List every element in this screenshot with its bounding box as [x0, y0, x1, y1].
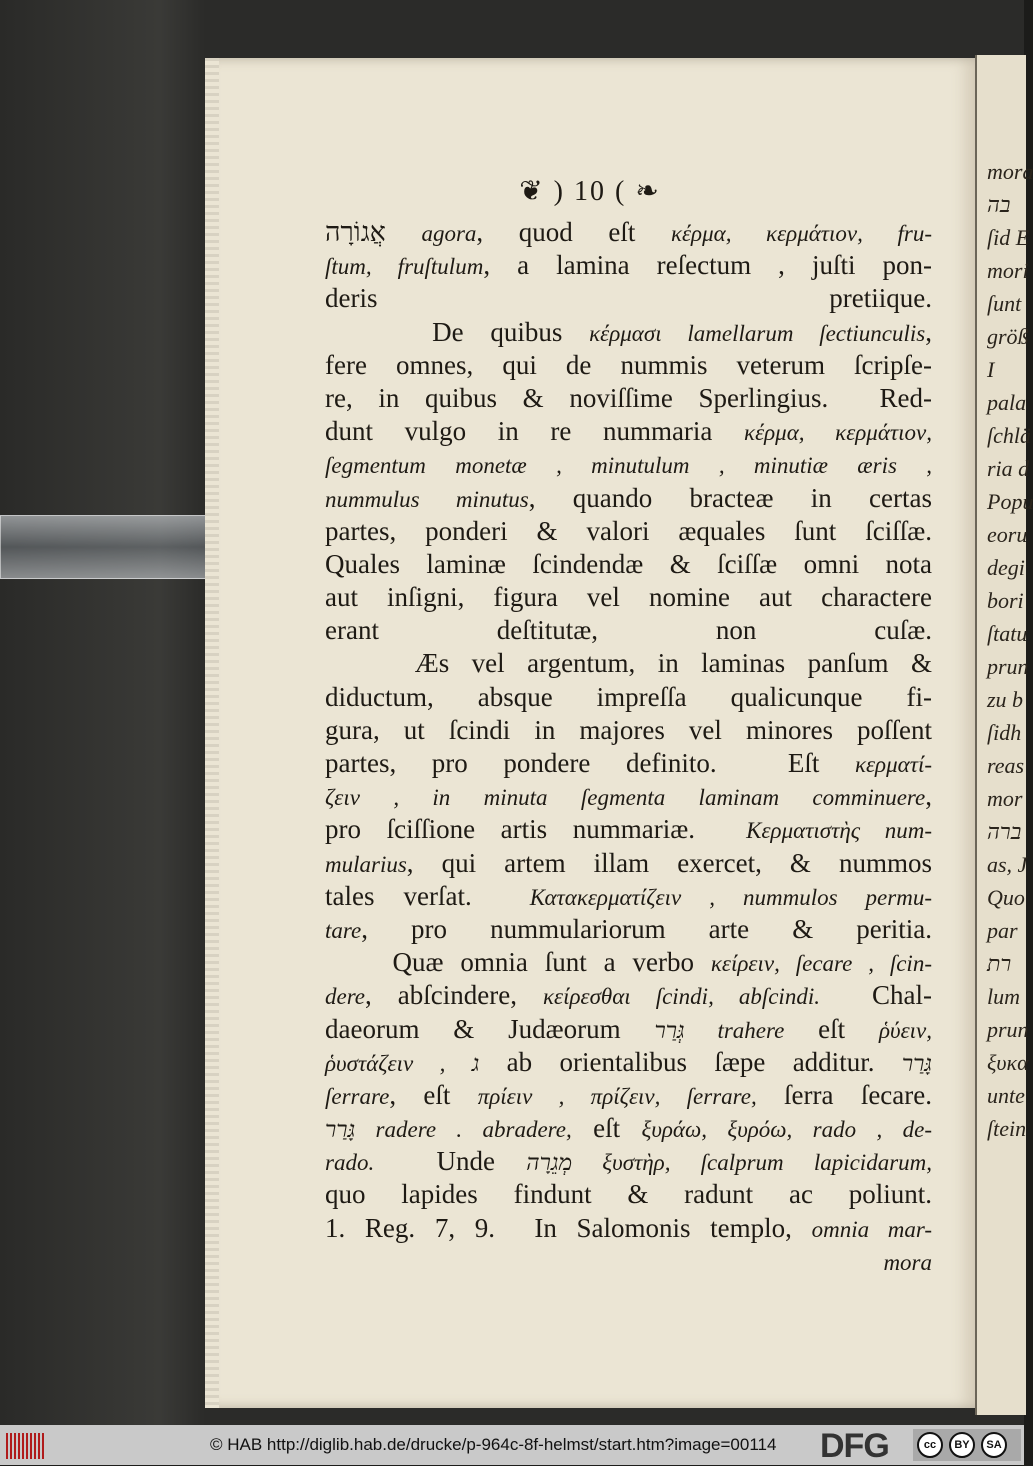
adjacent-page-text: pala	[987, 390, 1027, 415]
italic-segment: גָּרַר radere . abradere,	[325, 1117, 572, 1143]
text-segment: partes, pro pondere definito. Eſt	[325, 748, 855, 778]
text-segment: 1. Reg. 7, 9. In Salomonis templo,	[325, 1212, 812, 1243]
adjacent-page-text: prun	[987, 654, 1029, 679]
italic-segment: rado.	[325, 1150, 375, 1176]
text-segment: Æs vel argentum, in laminas panſum &	[325, 648, 932, 679]
text-line	[325, 1046, 932, 1079]
text-line	[325, 448, 932, 481]
text-line	[325, 282, 932, 315]
italic-segment: tare	[325, 917, 362, 943]
text-segment: ſerra ſecare.	[756, 1079, 932, 1110]
text-segment: eſt	[784, 1013, 879, 1044]
italic-segment: κέρμασι lamellarum ſectiunculis	[589, 320, 926, 346]
adjacent-page-text: prun	[987, 1017, 1029, 1042]
adjacent-page-text: רת	[987, 951, 1012, 976]
dfg-logo: DFG	[820, 1427, 889, 1465]
adjacent-page-text: mori	[987, 258, 1029, 283]
page-edge	[205, 58, 219, 1408]
source-url[interactable]: © HAB http://diglib.hab.de/drucke/p-964c-8f-helmst/start.htm?image=00114	[210, 1435, 777, 1454]
text-segment: dunt vulgo in re nummaria	[325, 416, 745, 447]
adjacent-page-text: ſchlä	[987, 423, 1031, 448]
cc-license-badge[interactable]	[913, 1429, 1021, 1461]
italic-segment: Κατακερματίζειν , nummulos permu-	[529, 884, 932, 910]
by-icon: BY	[949, 1432, 975, 1458]
adjacent-page-text: bori	[987, 588, 1024, 613]
text-line	[325, 1013, 932, 1046]
text-line	[325, 847, 932, 880]
adjacent-page-text: ſid E	[987, 225, 1030, 250]
text-segment: אֲגוֹרָה	[325, 217, 422, 247]
text-segment: , quod eſt	[476, 217, 671, 247]
text-segment: Chal-	[819, 980, 932, 1011]
text-segment: fere omnes, qui de nummis veterum ſcripſe-	[325, 349, 932, 380]
text-segment: , qui artem illam exercet, & nummos	[406, 847, 932, 878]
hab-logo	[6, 1433, 46, 1459]
adjacent-page-text: ſunt	[987, 291, 1022, 316]
text-line	[325, 581, 932, 614]
adjacent-page-text: ria d	[987, 456, 1030, 481]
text-segment: diductum, absque impreſſa qualicunque fi-	[325, 681, 932, 712]
italic-segment: מְגֵרָה ξυστὴρ, ſcalprum lapicidarum,	[526, 1150, 933, 1176]
italic-segment: ſtum, fruſtulum	[325, 254, 484, 280]
text-line	[325, 714, 932, 747]
adjacent-page-text: ξυκα	[987, 1050, 1029, 1075]
sa-icon: SA	[981, 1432, 1007, 1458]
adjacent-page-text: בה	[987, 192, 1011, 217]
adjacent-page-text: as, J	[987, 852, 1028, 877]
italic-segment: ζειν , in minuta ſegmenta laminam comminuere	[325, 785, 926, 811]
text-segment: , abſcindere,	[365, 980, 543, 1011]
italic-segment: ξυράω, ξυρόω, rado , de-	[641, 1117, 932, 1143]
italic-segment: ῥύειν,	[878, 1017, 932, 1043]
text-segment: gura, ut ſcindi in majores vel minores poſſent	[325, 714, 932, 745]
adjacent-page-text: par	[987, 918, 1018, 943]
italic-segment: ſerrare	[325, 1083, 390, 1109]
text-line	[325, 548, 932, 581]
adjacent-page-text: reas	[987, 753, 1025, 778]
italic-segment: κείρεσθαι ſcindi, abſcindi.	[542, 984, 820, 1010]
italic-segment: גְּרַר trahere	[654, 1017, 785, 1043]
italic-segment: omnia mar-	[811, 1216, 933, 1242]
adjacent-page-text: Popu	[987, 489, 1033, 514]
text-line	[325, 382, 932, 415]
text-line	[325, 216, 932, 249]
text-segment: tales verſat.	[325, 880, 530, 911]
italic-segment: κερματί-	[854, 752, 932, 777]
italic-segment: גָּרַר	[901, 1050, 932, 1076]
text-line	[325, 747, 932, 780]
italic-segment: dere	[325, 984, 366, 1010]
text-line	[325, 415, 932, 448]
adjacent-page-text: lum	[987, 984, 1020, 1009]
italic-segment: κείρειν, ſecare , ſcin-	[710, 951, 932, 977]
text-line	[325, 349, 932, 382]
adjacent-page-text: ſtatu	[987, 621, 1028, 646]
italic-segment: agora	[421, 221, 477, 246]
text-line	[325, 1145, 932, 1178]
italic-segment: ῥυστάζειν , ג	[325, 1050, 480, 1076]
text-line	[325, 249, 932, 282]
text-segment: partes, ponderi & valori æquales ſunt ſciſſæ.	[325, 515, 932, 546]
italic-segment: nummulus minutus	[325, 486, 529, 512]
text-segment: eſt	[571, 1113, 642, 1144]
book-page	[205, 58, 975, 1408]
text-segment: , pro nummulariorum arte & peritia.	[361, 913, 932, 944]
page-number-header: ❦ ) 10 ( ❧	[519, 176, 661, 207]
text-line	[325, 515, 932, 548]
text-line	[325, 1079, 932, 1112]
text-line	[325, 913, 932, 946]
text-line	[325, 1112, 932, 1145]
text-segment: ab orientalibus ſæpe additur.	[479, 1046, 902, 1077]
adjacent-page-text: degi	[987, 555, 1025, 580]
text-line	[325, 614, 932, 647]
text-segment: , quando bracteæ in certas	[528, 482, 933, 513]
italic-segment: ſegmentum monetæ , minutulum , minutiæ æris ,	[325, 453, 932, 479]
adjacent-page-text: ברה	[987, 819, 1022, 844]
text-line	[325, 647, 932, 680]
text-segment: ,	[925, 316, 932, 347]
text-segment: De quibus	[325, 316, 590, 347]
text-segment: quo lapides findunt & radunt ac poliunt.	[325, 1179, 932, 1210]
italic-segment: κέρμα, κερμάτιον, fru-	[670, 221, 932, 246]
text-line	[325, 880, 932, 913]
text-segment: Quales laminæ ſcindendæ & ſciſſæ omni nota	[325, 548, 932, 579]
text-segment: deris pretiique.	[325, 283, 932, 314]
italic-segment: πρίειν , πρίζειν, ſerrare,	[477, 1083, 757, 1109]
text-line	[325, 482, 932, 515]
page-text-body	[325, 216, 932, 1278]
adjacent-page-text: größ	[987, 324, 1029, 349]
text-segment: , eſt	[389, 1079, 478, 1110]
viewer-footer	[0, 1425, 1024, 1465]
text-line	[325, 979, 932, 1012]
text-line	[325, 1245, 932, 1278]
text-line	[325, 946, 932, 979]
adjacent-page-text: zu b	[987, 687, 1024, 712]
text-segment: Unde	[374, 1146, 527, 1177]
text-line	[325, 316, 932, 349]
adjacent-page-text: unte	[987, 1083, 1025, 1108]
adjacent-page-text: mor	[987, 786, 1023, 811]
text-line	[325, 681, 932, 714]
italic-segment: κέρμα, κερμάτιον,	[744, 420, 932, 446]
text-line	[325, 813, 932, 846]
text-line	[325, 1212, 932, 1245]
text-segment: Quæ omnia ſunt a verbo	[325, 947, 711, 978]
adjacent-page-fragment	[975, 55, 1033, 1415]
italic-segment: mularius	[325, 851, 407, 877]
adjacent-page-text: eoru	[987, 522, 1028, 547]
text-segment: , a lamina reſectum , juſti pon-	[483, 250, 932, 281]
text-segment: pro ſciſſione artis nummariæ.	[325, 814, 747, 845]
italic-segment: mora	[883, 1249, 932, 1275]
text-segment: daeorum & Judæorum	[325, 1013, 655, 1044]
adjacent-page-text: ſidh	[987, 720, 1022, 745]
adjacent-page-text: ſtein	[987, 1116, 1027, 1141]
text-segment: re, in quibus & noviſſime Sperlingius. Red-	[325, 382, 932, 413]
adjacent-page-text: mora	[987, 159, 1033, 184]
italic-segment: Κερματιστὴς num-	[746, 818, 932, 844]
text-segment: aut inſigni, figura vel nomine aut charactere	[325, 582, 932, 613]
text-segment: ,	[925, 781, 932, 812]
text-segment: erant deſtitutæ, non cuſæ.	[325, 615, 932, 646]
adjacent-page-text: Quo	[987, 885, 1025, 910]
adjacent-page-text: I	[987, 357, 995, 382]
text-line	[325, 780, 932, 813]
text-line	[325, 1178, 932, 1211]
cc-icon: cc	[917, 1432, 943, 1458]
